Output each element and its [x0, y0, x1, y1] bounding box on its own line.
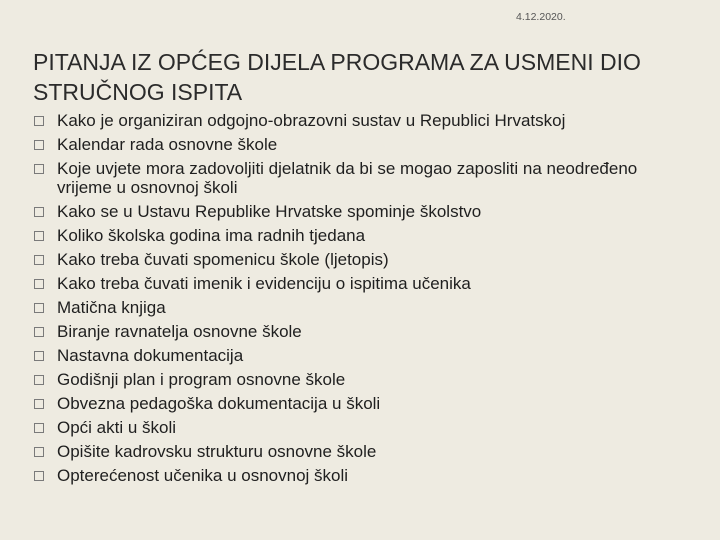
square-bullet-icon: [34, 327, 44, 337]
list-item: [34, 466, 684, 485]
square-bullet-icon: [34, 423, 44, 433]
list-item: [34, 370, 684, 389]
list-item-text: Opišite kadrovsku strukturu osnovne škole: [57, 442, 377, 461]
list-item: [34, 274, 684, 293]
list-item: [34, 418, 684, 437]
list-item-text: Obvezna pedagoška dokumentacija u školi: [57, 394, 381, 413]
list-item: [34, 442, 684, 461]
list-item: [34, 135, 684, 154]
list-item: [34, 346, 684, 365]
square-bullet-icon: [34, 207, 44, 217]
question-list: [34, 111, 684, 490]
list-item: [34, 250, 684, 269]
list-item-text: Kako treba čuvati spomenicu škole (ljetopis): [57, 250, 389, 269]
list-item: [34, 322, 684, 341]
list-item-text: Kako treba čuvati imenik i evidenciju o ispitima učenika: [57, 274, 471, 293]
list-item: [34, 159, 684, 197]
list-item-text: Biranje ravnatelja osnovne škole: [57, 322, 302, 341]
slide-title: PITANJA IZ OPĆEG DIJELA PROGRAMA ZA USMENI DIO STRUČNOG ISPITA: [33, 49, 641, 105]
square-bullet-icon: [34, 447, 44, 457]
square-bullet-icon: [34, 279, 44, 289]
square-bullet-icon: [34, 303, 44, 313]
list-item-text: Koje uvjete mora zadovoljiti djelatnik da bi se mogao zaposliti na neodređeno vrijeme u osnovnoj školi: [57, 159, 638, 197]
list-item-text: Opterećenost učenika u osnovnoj školi: [57, 466, 349, 485]
list-item-text: Kako se u Ustavu Republike Hrvatske spominje školstvo: [57, 202, 482, 221]
list-item-text: Opći akti u školi: [57, 418, 177, 437]
square-bullet-icon: [34, 351, 44, 361]
square-bullet-icon: [34, 140, 44, 150]
list-item: [34, 394, 684, 413]
list-item-text: Koliko školska godina ima radnih tjedana: [57, 226, 366, 245]
square-bullet-icon: [34, 116, 44, 126]
square-bullet-icon: [34, 399, 44, 409]
list-item: [34, 226, 684, 245]
list-item: [34, 202, 684, 221]
list-item: [34, 111, 684, 130]
list-item: [34, 298, 684, 317]
date-label: 4.12.2020.: [516, 11, 566, 23]
list-item-text: Nastavna dokumentacija: [57, 346, 244, 365]
square-bullet-icon: [34, 231, 44, 241]
list-item-text: Kalendar rada osnovne škole: [57, 135, 278, 154]
square-bullet-icon: [34, 164, 44, 174]
list-item-text: Matična knjiga: [57, 298, 166, 317]
square-bullet-icon: [34, 375, 44, 385]
square-bullet-icon: [34, 255, 44, 265]
list-item-text: Kako je organiziran odgojno-obrazovni sustav u Republici Hrvatskoj: [57, 111, 566, 130]
square-bullet-icon: [34, 471, 44, 481]
list-item-text: Godišnji plan i program osnovne škole: [57, 370, 346, 389]
